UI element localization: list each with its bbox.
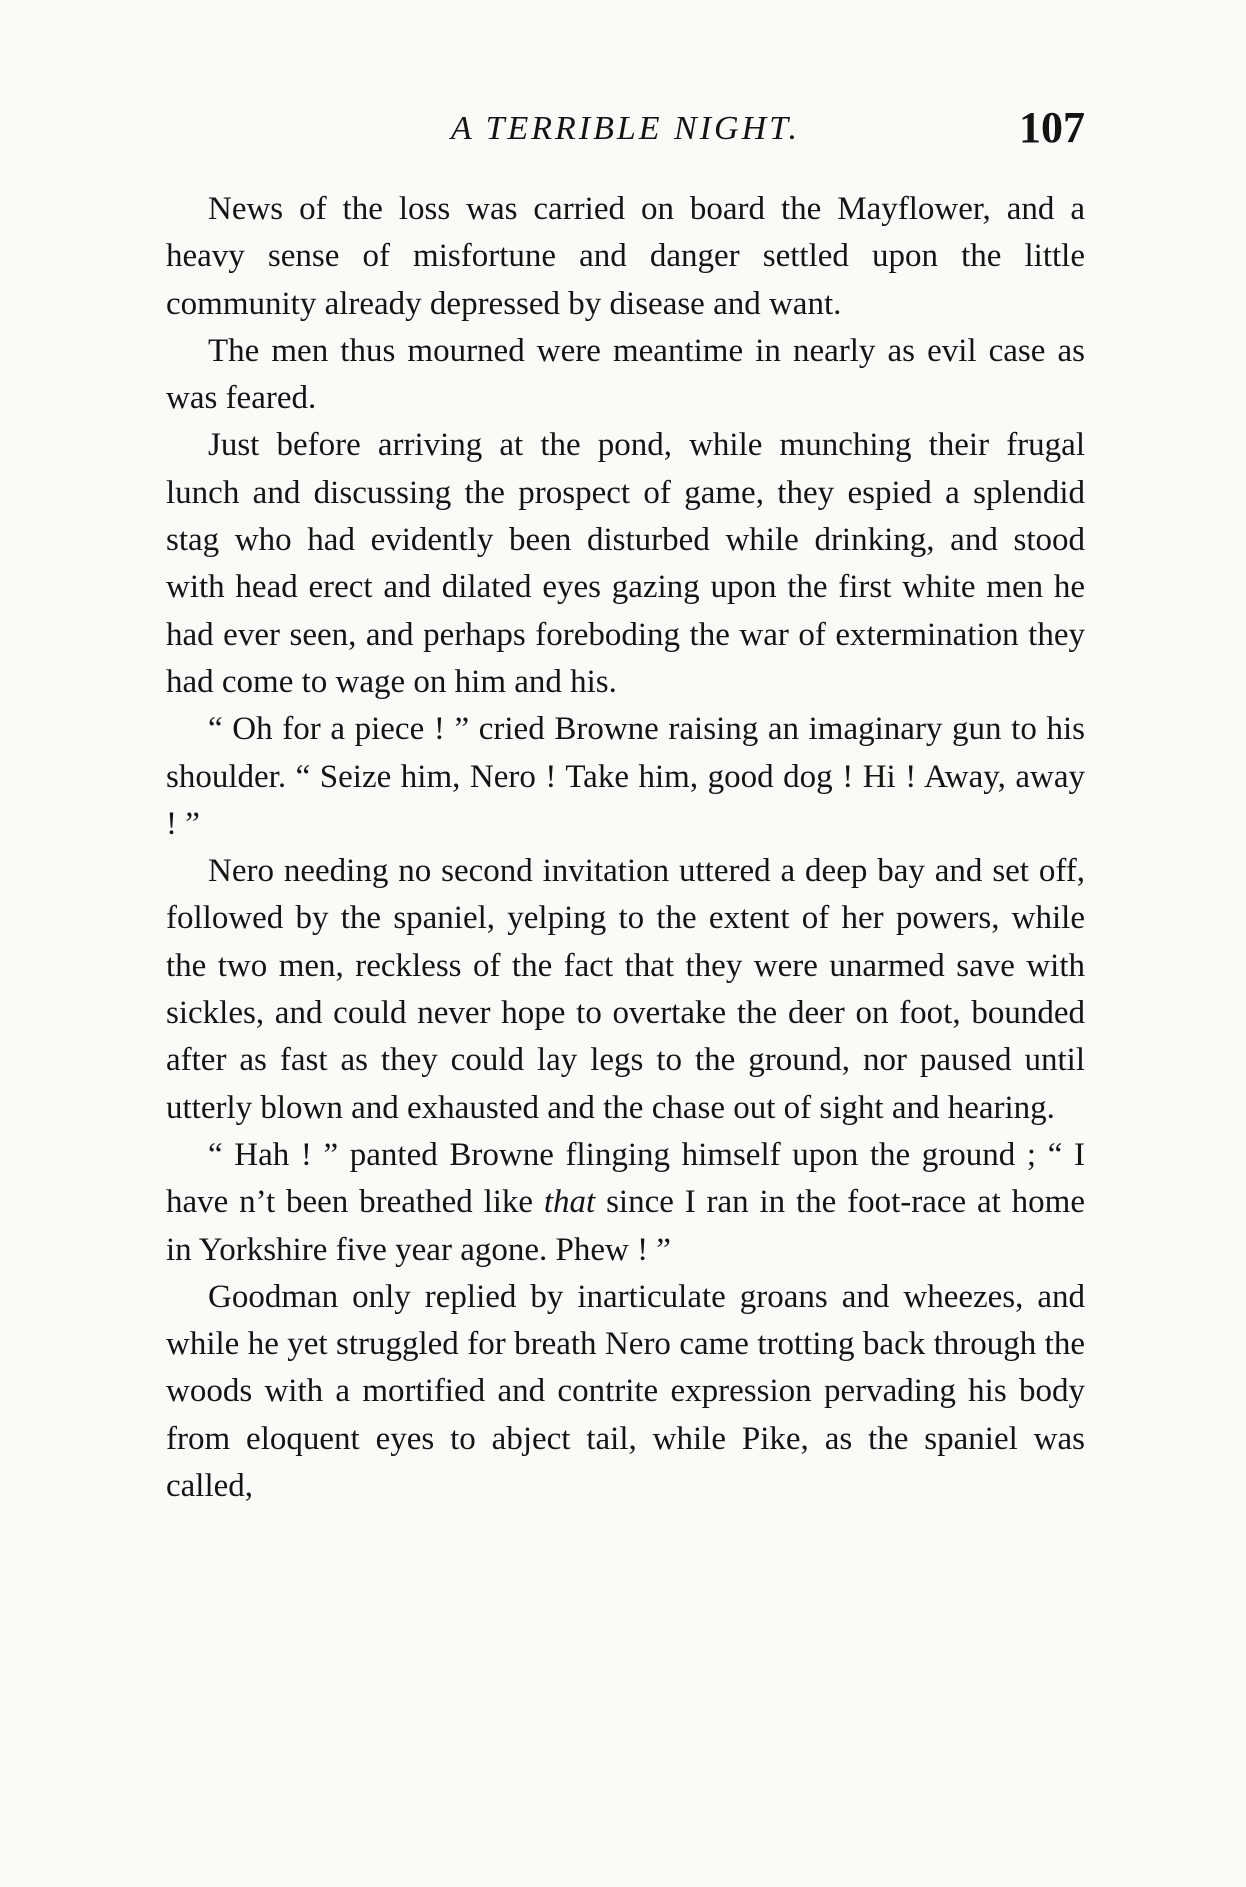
paragraph-6 <box>166 1132 1085 1274</box>
paragraph-3: Just before arriving at the pond, while munching their frugal lunch and discussing the prospect of game, they espied a splendid stag who had evidently been disturbed while drinking, and stood with head erect and dilated eyes gazing upon the first white men he had ever seen, and perhaps foreboding the war of extermination they had come to wage on him and his. <box>166 427 1085 700</box>
running-head <box>166 102 1085 152</box>
paragraph-6-text-a: “ Hah ! ” panted Browne flinging himself upon the ground ; “ I have n’t been breathed like <box>166 1136 1085 1221</box>
paragraph-2: The men thus mourned were meantime in nearly as evil case as was feared. <box>166 332 1085 417</box>
paragraph-5: Nero needing no second invitation uttered a deep bay and set off, followed by the spaniel, yelping to the extent of her powers, while the two men, reckless of the fact that they were unarmed save with sickles, and could never hope to overtake the deer on foot, bounded after as fast as they could lay legs to the ground, nor paused until utterly blown and exhausted and the chase out of sight and hearing. <box>166 853 1085 1126</box>
chapter-title: A TERRIBLE NIGHT. <box>450 110 801 147</box>
paragraph-1: News of the loss was carried on board the Mayflower, and a heavy sense of misfortune and danger settled upon the little community already depressed by disease and want. <box>166 191 1085 322</box>
body-text <box>166 186 1085 1510</box>
paragraph-7: Goodman only replied by inarticulate groans and wheezes, and while he yet struggled for breath Nero came trotting back through the woods with a mortified and contrite expression pervading his body from eloquent eyes to abject tail, while Pike, as the spaniel was called, <box>166 1278 1085 1505</box>
paragraph-6-emphasis: that <box>543 1184 596 1221</box>
paragraph-6-text-b: since I ran in the foot-race at home in Yorkshire five year agone. Phew ! ” <box>166 1184 1086 1268</box>
paragraph-4: “ Oh for a piece ! ” cried Browne raising an imaginary gun to his shoulder. “ Seize him, Nero ! Take him, good dog ! Hi ! Away, away ! ” <box>166 711 1085 842</box>
page-number: 107 <box>1019 103 1085 152</box>
